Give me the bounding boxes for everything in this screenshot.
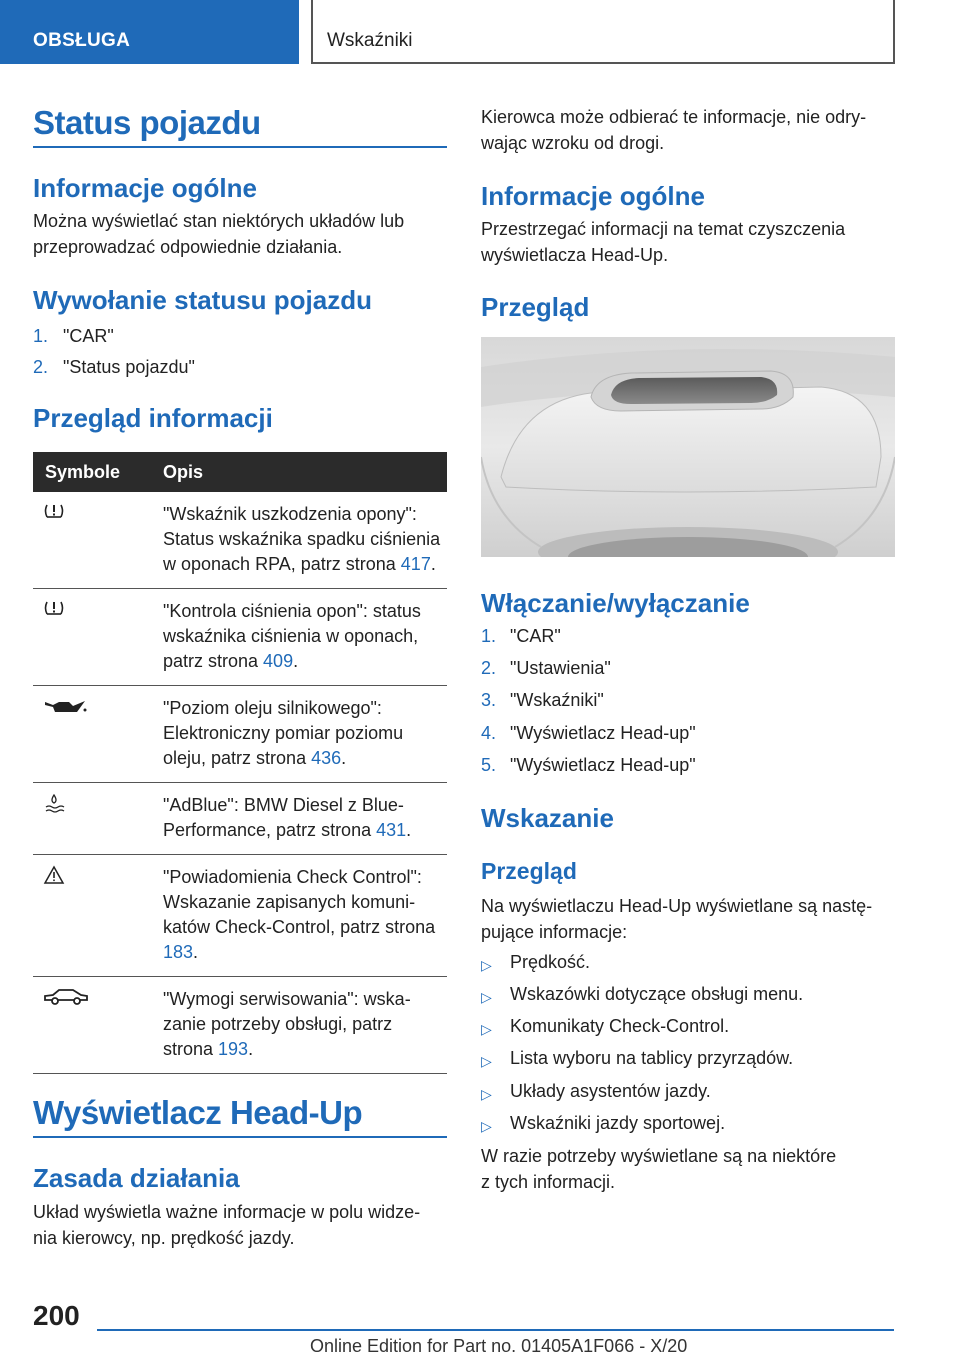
closing-line-2: z tych informacji. [481, 1172, 616, 1192]
bullet-icon: ▷ [481, 1118, 492, 1134]
step-number: 3. [481, 690, 497, 710]
adblue-icon [43, 799, 65, 819]
hud-title-rule [33, 1136, 447, 1138]
step-text: "CAR" [510, 626, 561, 646]
chapter-tab: Wskaźniki [311, 0, 895, 64]
principle-heading: Zasada działania [33, 1163, 240, 1193]
hud-general-line-2: wyświetlacza Head-Up. [481, 245, 669, 265]
step-text: "CAR" [63, 326, 114, 346]
page-link[interactable]: 436 [311, 748, 342, 768]
footer-rule [97, 1329, 894, 1331]
col-header-symbols: Symbole [33, 452, 163, 492]
step-text: "Wskaźniki" [510, 690, 604, 710]
step-number: 1. [33, 326, 49, 346]
table-header-row [33, 452, 447, 492]
row-text: "Wskaźnik uszkodzenia opony": Status wskaźnika spadku ciśnienia w oponach RPA, patrz strona [163, 504, 441, 574]
display-heading: Wskazanie [481, 803, 614, 833]
head-up-display-photo [481, 337, 895, 557]
row-text: "Powiadomienia Check Control": Wskazanie zapisanych komunikatów Check-Control, patrz strona [163, 867, 436, 937]
list-item: Wskaźniki jazdy sportowej. [510, 1113, 726, 1133]
intro-line-2: wając wzroku od drogi. [481, 133, 665, 153]
list-item: Prędkość. [510, 952, 591, 972]
closing-line-1: W razie potrzeby wyświetlane są na niektóre [481, 1146, 837, 1166]
display-subheading: Przegląd [481, 858, 577, 884]
title-rule [33, 146, 447, 148]
tire-pressure-warning-icon [43, 601, 65, 621]
hud-overview-heading: Przegląd [481, 292, 590, 322]
hud-title: Wyświetlacz Head-Up [33, 1094, 363, 1131]
bullet-icon: ▷ [481, 1086, 492, 1102]
service-car-icon [43, 991, 89, 1011]
row-text: "AdBlue": BMW Diesel z BluePerformance, patrz strona [163, 795, 404, 840]
display-text-line-1: Na wyświetlaczu Head-Up wyświetlane są nastę- [481, 896, 873, 916]
principle-text-line-1: Układ wyświetla ważne informacje w polu widze- [33, 1202, 421, 1222]
bullet-icon: ▷ [481, 1021, 492, 1037]
tire-damage-warning-icon [43, 504, 65, 524]
general-text-line-1: Można wyświetlać stan niektórych układów lub [33, 211, 405, 231]
hud-general-heading: Informacje ogólne [481, 181, 705, 211]
step-number: 2. [33, 357, 49, 377]
step-number: 1. [481, 626, 497, 646]
row-text: "Wymogi serwisowania": wskazanie potrzeby obsługi, patrz strona [163, 989, 411, 1059]
general-heading: Informacje ogólne [33, 173, 257, 203]
edition-text: Online Edition for Part no. 01405A1F066 - X/20 [310, 1336, 688, 1356]
step-text: "Status pojazdu" [63, 357, 195, 377]
list-item: Wskazówki dotyczące obsługi menu. [510, 984, 804, 1004]
general-text-line-2: przeprowadzać odpowiednie działania. [33, 237, 343, 257]
page-link[interactable]: 183 [163, 942, 194, 962]
row-text-end: . [430, 554, 436, 574]
table-row [33, 686, 447, 783]
table-row [33, 492, 447, 589]
row-text: "Kontrola ciśnienia opon": status wskaźnika ciśnienia w oponach, patrz strona [163, 601, 421, 671]
display-text-line-2: pujące informacje: [481, 922, 628, 942]
table-row [33, 589, 447, 686]
list-item: Komunikaty Check-Control. [510, 1016, 730, 1036]
table-row [33, 855, 447, 977]
step-text: "Wyświetlacz Head-up" [510, 755, 696, 775]
intro-line-1: Kierowca może odbierać te informacje, nie odry- [481, 107, 867, 127]
step-number: 2. [481, 658, 497, 678]
bullet-icon: ▷ [481, 1053, 492, 1069]
table-row [33, 977, 447, 1074]
oil-can-icon [43, 702, 89, 722]
list-item: Lista wyboru na tablicy przyrządów. [510, 1048, 794, 1068]
step-number: 4. [481, 723, 497, 743]
row-text-end: . [341, 748, 347, 768]
bullet-icon: ▷ [481, 957, 492, 973]
row-text: "Poziom oleju silnikowego": Elektroniczny pomiar poziomu oleju, patrz strona [163, 698, 404, 768]
step-text: "Ustawienia" [510, 658, 611, 678]
list-item: Układy asystentów jazdy. [510, 1081, 711, 1101]
bullet-icon: ▷ [481, 989, 492, 1005]
hud-general-line-1: Przestrzegać informacji na temat czyszczenia [481, 219, 846, 239]
page-number: 200 [33, 1300, 80, 1331]
col-header-description: Opis [163, 452, 447, 492]
row-text-end: . [193, 942, 199, 962]
page-title: Status pojazdu [33, 104, 261, 141]
row-text-end: . [248, 1039, 254, 1059]
symbols-table [33, 452, 447, 1074]
onoff-heading: Włączanie/wyłączanie [481, 588, 750, 618]
step-number: 5. [481, 755, 497, 775]
step-text: "Wyświetlacz Head-up" [510, 723, 696, 743]
page-link[interactable]: 193 [218, 1039, 249, 1059]
warning-triangle-icon [43, 869, 65, 889]
section-tab: OBSŁUGA [0, 0, 299, 64]
page-link[interactable]: 431 [376, 820, 407, 840]
table-row [33, 783, 447, 855]
principle-text-line-2: nia kierowcy, np. prędkość jazdy. [33, 1228, 295, 1248]
page-link[interactable]: 417 [400, 554, 431, 574]
row-text-end: . [293, 651, 299, 671]
call-heading: Wywołanie statusu pojazdu [33, 285, 373, 315]
page-link[interactable]: 409 [263, 651, 294, 671]
overview-heading: Przegląd informacji [33, 403, 273, 433]
row-text-end: . [406, 820, 412, 840]
